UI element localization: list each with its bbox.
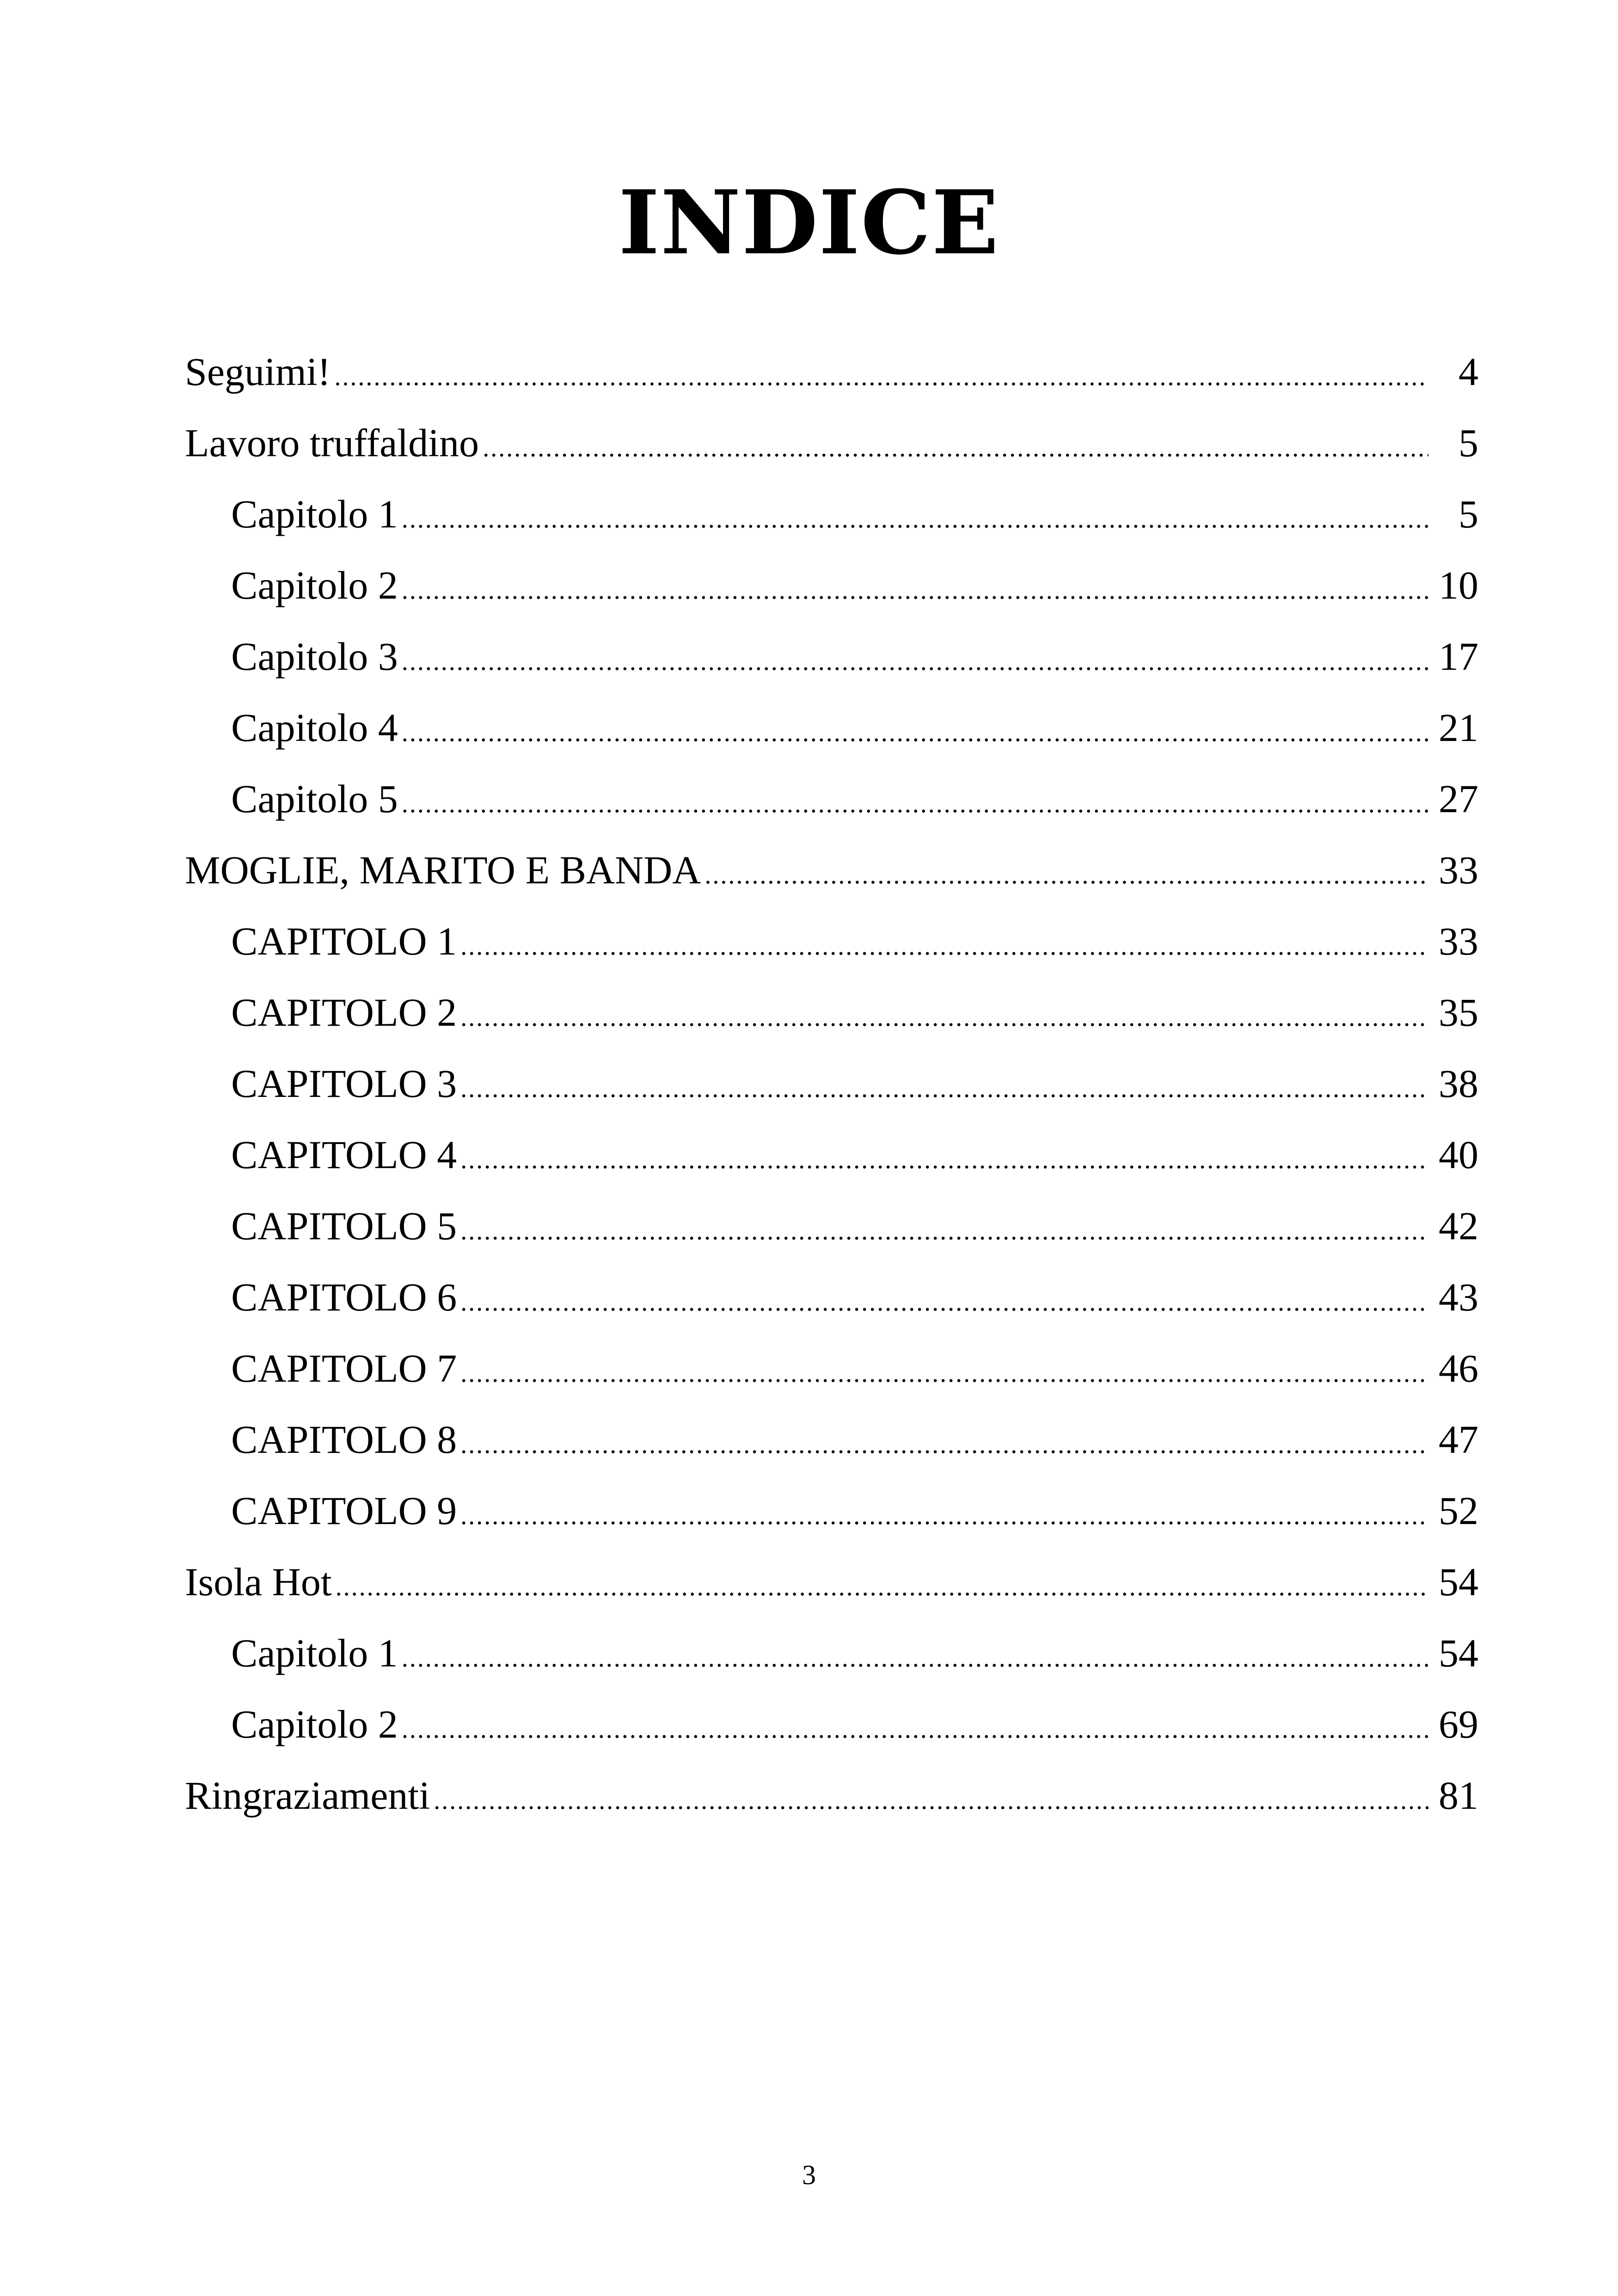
toc-entry-page: 81 <box>1439 1773 1478 1818</box>
dot-leader <box>460 1338 1428 1409</box>
dot-leader <box>460 1409 1428 1480</box>
dot-leader <box>460 1124 1428 1195</box>
toc-entry-page: 42 <box>1439 1204 1478 1248</box>
toc-entry-label: Capitolo 4 <box>231 705 398 750</box>
toc-entry-label: Lavoro truffaldino <box>185 421 479 465</box>
dot-leader <box>705 839 1428 911</box>
toc-entry-page: 54 <box>1439 1560 1478 1604</box>
toc-entry-page: 10 <box>1439 563 1478 607</box>
toc-entry[interactable] <box>185 1048 1478 1119</box>
toc-entry[interactable] <box>185 763 1478 834</box>
toc-entry-page: 21 <box>1439 705 1478 750</box>
toc-entry-page: 27 <box>1439 777 1478 821</box>
toc-entry-page: 38 <box>1439 1061 1478 1106</box>
toc-entry[interactable] <box>185 1119 1478 1190</box>
dot-leader <box>336 1551 1428 1623</box>
dot-leader <box>402 555 1428 626</box>
dot-leader <box>402 697 1428 768</box>
toc-entry-page: 52 <box>1439 1488 1478 1533</box>
toc-entry[interactable] <box>185 1689 1478 1760</box>
toc-entry[interactable] <box>185 407 1478 478</box>
toc-entry-page: 35 <box>1439 990 1478 1035</box>
toc-entry-label: Capitolo 2 <box>231 563 398 607</box>
toc-entry-label: Capitolo 5 <box>231 777 398 821</box>
toc-entry-page: 33 <box>1439 848 1478 892</box>
toc-entry-page: 5 <box>1459 492 1478 536</box>
dot-leader <box>402 768 1428 839</box>
toc-entry-label: Seguimi! <box>185 349 331 394</box>
dot-leader <box>460 1195 1428 1267</box>
dot-leader <box>402 484 1428 555</box>
toc-entry-page: 46 <box>1439 1346 1478 1390</box>
toc-entry-page: 5 <box>1459 421 1478 465</box>
toc-entry-label: Capitolo 1 <box>231 492 398 536</box>
toc-entry-label: Capitolo 3 <box>231 634 398 679</box>
toc-entry-page: 4 <box>1459 349 1478 394</box>
toc-entry-page: 17 <box>1439 634 1478 679</box>
dot-leader <box>460 1480 1428 1551</box>
toc-entry[interactable] <box>185 336 1478 407</box>
toc-entry-label: CAPITOLO 3 <box>231 1061 457 1106</box>
table-of-contents <box>185 336 1478 1831</box>
toc-entry[interactable] <box>185 1190 1478 1261</box>
toc-entry[interactable] <box>185 1617 1478 1689</box>
toc-entry-label: CAPITOLO 9 <box>231 1488 457 1533</box>
dot-leader <box>402 626 1428 697</box>
toc-entry-label: Capitolo 2 <box>231 1702 398 1746</box>
toc-entry[interactable] <box>185 834 1478 906</box>
toc-entry[interactable] <box>185 692 1478 763</box>
dot-leader <box>460 1053 1428 1124</box>
toc-entry-label: CAPITOLO 6 <box>231 1275 457 1319</box>
toc-entry[interactable] <box>185 1475 1478 1546</box>
dot-leader <box>402 1694 1428 1765</box>
toc-entry[interactable] <box>185 1546 1478 1617</box>
toc-entry-label: CAPITOLO 5 <box>231 1204 457 1248</box>
toc-entry[interactable] <box>185 906 1478 977</box>
dot-leader <box>402 1623 1428 1694</box>
toc-entry-label: Capitolo 1 <box>231 1631 398 1675</box>
toc-entry-label: CAPITOLO 7 <box>231 1346 457 1390</box>
toc-entry[interactable] <box>185 478 1478 550</box>
dot-leader <box>483 412 1428 484</box>
toc-entry[interactable] <box>185 621 1478 692</box>
toc-entry-label: CAPITOLO 8 <box>231 1417 457 1462</box>
toc-entry-label: Ringraziamenti <box>185 1773 430 1818</box>
toc-entry[interactable] <box>185 1333 1478 1404</box>
dot-leader <box>334 341 1428 412</box>
toc-entry-label: CAPITOLO 2 <box>231 990 457 1035</box>
dot-leader <box>460 1267 1428 1338</box>
page-number: 3 <box>802 2160 816 2190</box>
dot-leader <box>460 982 1428 1053</box>
toc-entry-label: MOGLIE, MARITO E BANDA <box>185 848 701 892</box>
toc-entry[interactable] <box>185 977 1478 1048</box>
page-title: INDICE <box>618 171 1000 275</box>
toc-entry-page: 54 <box>1439 1631 1478 1675</box>
toc-entry[interactable] <box>185 550 1478 621</box>
toc-entry-page: 47 <box>1439 1417 1478 1462</box>
toc-entry-label: CAPITOLO 4 <box>231 1133 457 1177</box>
toc-entry-page: 40 <box>1439 1133 1478 1177</box>
dot-leader <box>460 911 1428 982</box>
dot-leader <box>434 1765 1428 1836</box>
toc-entry-page: 69 <box>1439 1702 1478 1746</box>
toc-entry-label: CAPITOLO 1 <box>231 919 457 963</box>
toc-entry[interactable] <box>185 1261 1478 1333</box>
toc-entry[interactable] <box>185 1404 1478 1475</box>
toc-entry-page: 33 <box>1439 919 1478 963</box>
toc-entry-page: 43 <box>1439 1275 1478 1319</box>
toc-entry-label: Isola Hot <box>185 1560 332 1604</box>
toc-entry[interactable] <box>185 1760 1478 1831</box>
